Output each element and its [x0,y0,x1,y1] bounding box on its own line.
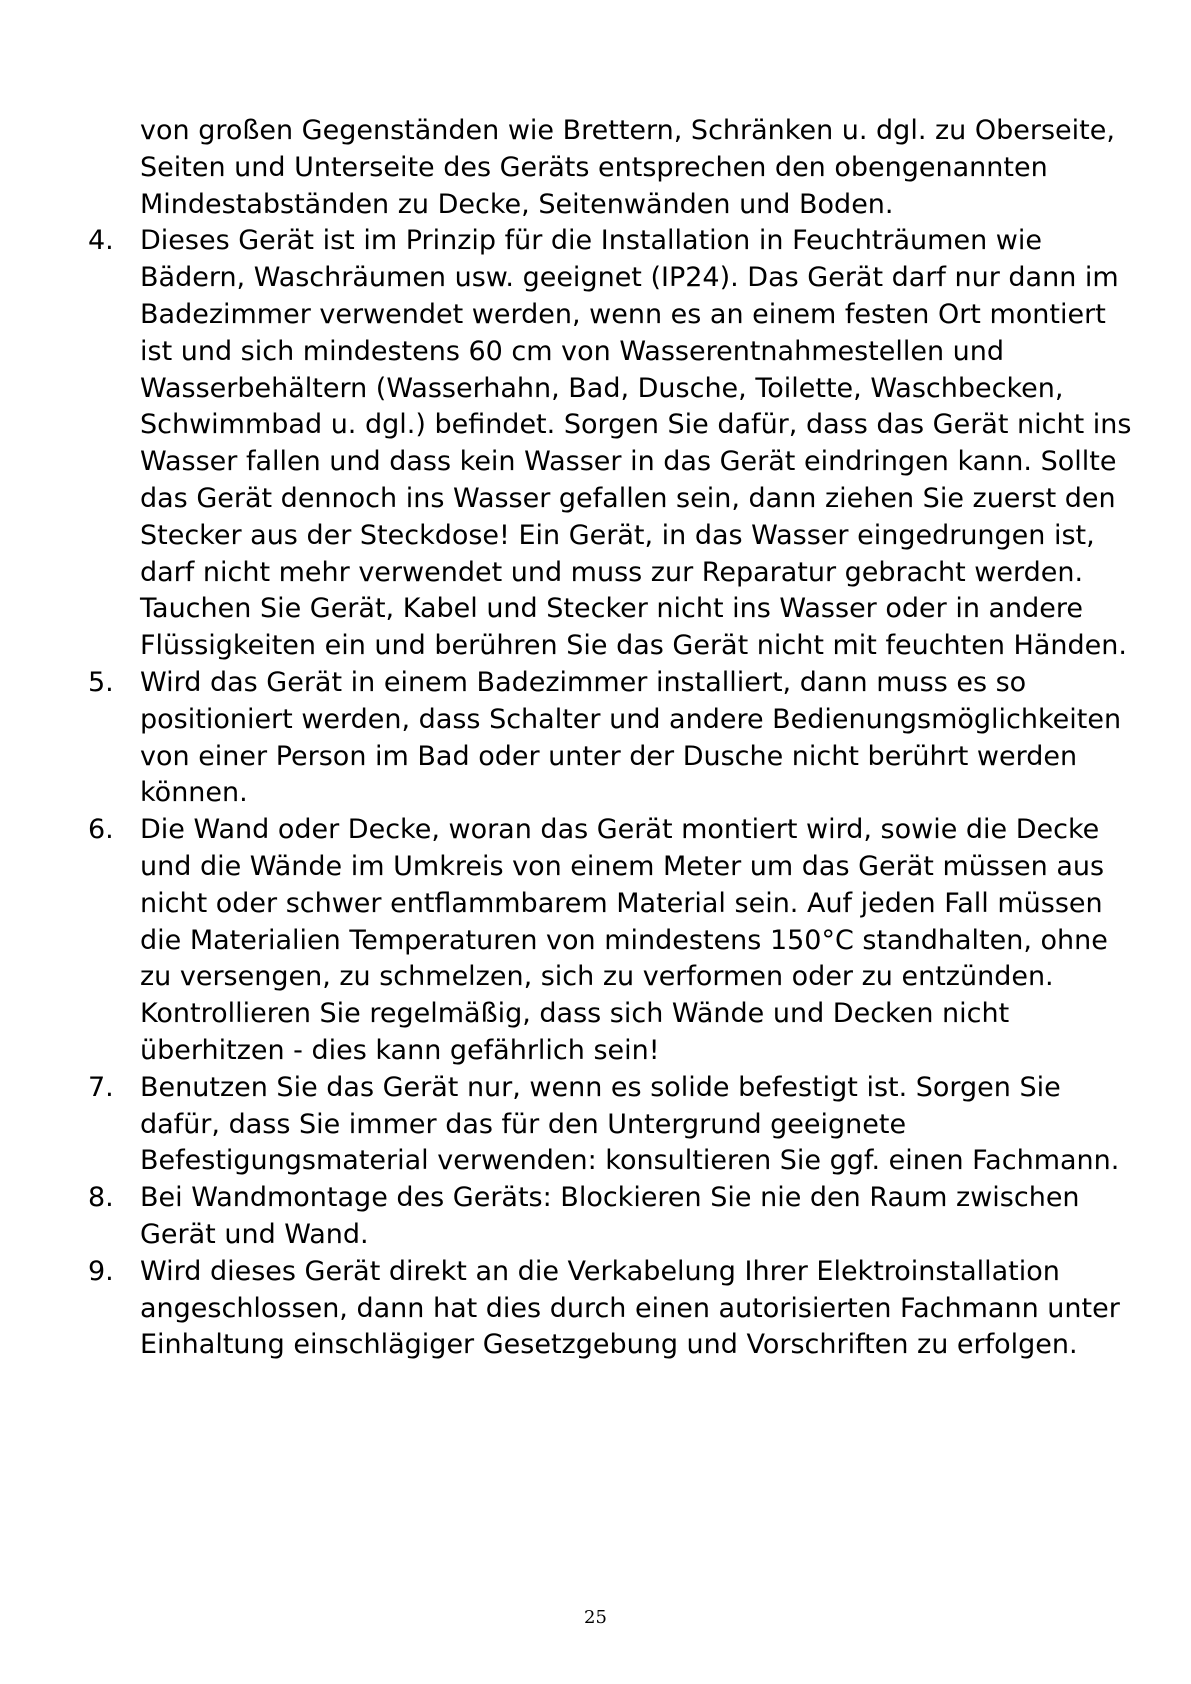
continued-paragraph: von großen Gegenständen wie Brettern, Schränken u. dgl. zu Oberseite, Seiten und Unterseite des Geräts entsprechen den obengenannten Mindestabständen zu Decke, Seitenwänden und Boden. [140,115,1115,220]
list-item [88,1180,1138,1254]
list-item-text: Wird das Gerät in einem Badezimmer installiert, dann muss es so positioniert werden, dass Schalter und andere Bedienungsmöglichkeiten von einer Person im Bad oder unter der Dusche nicht berührt werden können. [140,666,1122,809]
list-item [88,223,1138,665]
list-item-text: Benutzen Sie das Gerät nur, wenn es solide befestigt ist. Sorgen Sie dafür, dass Sie immer das für den Untergrund geeignete Befestigungsmaterial verwenden: konsultieren Sie ggf. einen Fachmann. [140,1071,1120,1177]
safety-instructions-list [88,223,1138,1364]
list-item-number: 5. [88,666,114,698]
list-item-text: Die Wand oder Decke, woran das Gerät montiert wird, sowie die Decke und die Wände im Umkreis von einem Meter um das Gerät müssen aus nicht oder schwer entflammbarem Material sein. Auf jeden Fall müssen die Materialien Temperaturen von mindestens 150°C standhalten, ohne zu versengen, zu schmelzen, sich zu verformen oder zu entzünden. Kontrollieren Sie regelmäßig, dass sich Wände und Decken nicht überhitzen - dies kann gefährlich sein! [140,814,1108,1066]
page-number: 25 [584,1607,607,1628]
list-item-number: 4. [88,225,114,257]
list-item-text: Wird dieses Gerät direkt an die Verkabelung Ihrer Elektroinstallation angeschlossen, dann hat dies durch einen autorisierten Fachmann unter Einhaltung einschlägiger Gesetzgebung und Vorschriften zu erfolgen. [140,1255,1120,1361]
list-item [88,812,1138,1070]
list-item-number: 9. [88,1255,114,1287]
list-item-text: Dieses Gerät ist im Prinzip für die Installation in Feuchträumen wie Bädern, Waschräumen usw. geeignet (IP24). Das Gerät darf nur dann im Badezimmer verwendet werden, wenn es an einem festen Ort montiert ist und sich mindestens 60 cm von Wasserentnahmestellen und Wasserbehältern (Wasserhahn, Bad, Dusche, Toilette, Waschbecken, Schwimmbad u. dgl.) befindet. Sorgen Sie dafür, dass das Gerät nicht ins Wasser fallen und dass kein Wasser in das Gerät eindringen kann. Sollte das Gerät dennoch ins Wasser gefallen sein, dann ziehen Sie zuerst den Stecker aus der Steckdose! Ein Gerät, in das Wasser eingedrungen ist, darf nicht mehr verwendet und muss zur Reparatur gebracht werden. Tauchen Sie Gerät, Kabel und Stecker nicht ins Wasser oder in andere Flüssigkeiten ein und berühren Sie das Gerät nicht mit feuchten Händen. [140,225,1132,662]
list-item [88,1254,1138,1364]
list-item-text: Bei Wandmontage des Geräts: Blockieren Sie nie den Raum zwischen Gerät und Wand. [140,1182,1080,1250]
list-item-number: 7. [88,1071,114,1103]
list-item [88,1070,1138,1180]
page-content [88,113,1138,1364]
list-item-number: 8. [88,1182,114,1214]
list-item [88,665,1138,812]
list-item-number: 6. [88,814,114,846]
